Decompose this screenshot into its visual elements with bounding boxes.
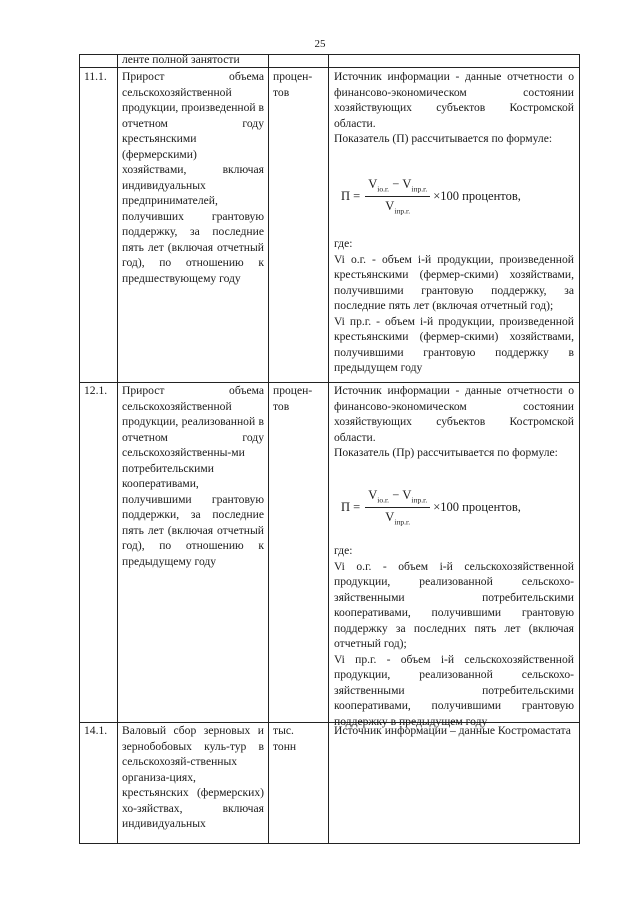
formula-rhs: ×100 процентов, [433,499,521,514]
source-text: Источник информации - данные отчетности о финансово-экономическом состоянии хозяйствующих субъектов Костромской области. [334,384,574,444]
col-divider [117,55,118,843]
where-label: где: [334,544,353,557]
indicator-text: Показатель (Пр) рассчитывается по формуле: [334,446,558,459]
formula-fraction [365,488,430,526]
formula-denominator: $V_{iпр.г.}$ [385,509,411,526]
definitions [334,543,574,729]
col-divider [328,55,329,843]
formula-numerator: $V_{io.г.} - V_{iпр.г.}$ [365,488,430,508]
definitions [334,236,574,376]
indicators-table [79,54,580,844]
definition-2: Vi пр.г. - объем i-й сельскохозяйственной продукции, реализованной сельскохо-зяйственными потребительскими кооперативами, получившими грантовую поддержку в предыдущем году [334,652,574,728]
row-number: 11.1. [84,70,107,83]
formula-numerator: $V_{io.г.} - V_{iпр.г.}$ [365,177,430,197]
formula-denominator: $V_{iпр.г.}$ [385,198,411,215]
formula-rhs: ×100 процентов, [433,188,521,203]
formula-fraction [365,177,430,215]
source-text: Источник информации - данные отчетности о финансово-экономическом состоянии хозяйствующих субъектов Костромской области. [334,70,574,130]
definition-1: Vi о.г. - объем i-й сельскохозяйственной продукции, реализованной сельскохо-зяйственными потребительскими кооперативами, получившими грантовую поддержку за последних пять лет (включая отчетный год); [334,559,574,650]
page-number: 25 [314,38,326,50]
source-text: Источник информации – данные Костромастата [334,724,571,737]
indicator-name: Валовый сбор зерновых и зернобобовых куль-тур в сельскохозяй-ственных организа-циях, крестьянских (фермерских) хо-зяйствах, включая индивидуальных [122,724,264,830]
indicator-name: Прирост объема сельскохозяйственной продукции, реализованной в отчетном году сельскохозяйственны-ми потребительскими кооперативами, получившими грантовую поддержки, за последние пять лет (включая отчетный год), по отношению к предыдущему году [122,384,264,568]
definition-1: Vi о.г. - объем i-й продукции, произведенной крестьянскими (фермер-скими) хозяйствами, получившими грантовую поддержку, за последние пять лет (включая отчетный год); [334,252,574,312]
calculation-method [334,383,574,461]
formula [341,177,521,215]
calculation-method [334,69,574,147]
formula-lhs: П = [341,499,361,514]
indicator-text: Показатель (П) рассчитывается по формуле: [334,132,553,145]
formula-lhs: П = [341,188,361,203]
where-label: где: [334,237,353,250]
col-divider [268,55,269,843]
unit: процен- тов [273,384,313,413]
row-number: 12.1. [84,384,108,397]
formula [341,488,521,526]
carryover-text: ленте полной занятости [122,53,240,66]
unit: тыс. тонн [273,724,297,753]
unit: процен- тов [273,70,313,99]
row-number: 14.1. [84,724,108,737]
indicator-name: Прирост объема сельскохозяйственной продукции, произведенной в отчетном году крестьянскими (фермерскими) хозяйствами, включая индивидуальных предпринимателей, получивших грантовую поддержку, за последние пять лет (включая отчетный год), по отношению к предшествующему году [122,70,265,285]
definition-2: Vi пр.г. - объем i-й продукции, произведенной крестьянскими (фермер-скими) хозяйствами, получившими грантовую поддержку в предыдущем году [334,314,574,374]
